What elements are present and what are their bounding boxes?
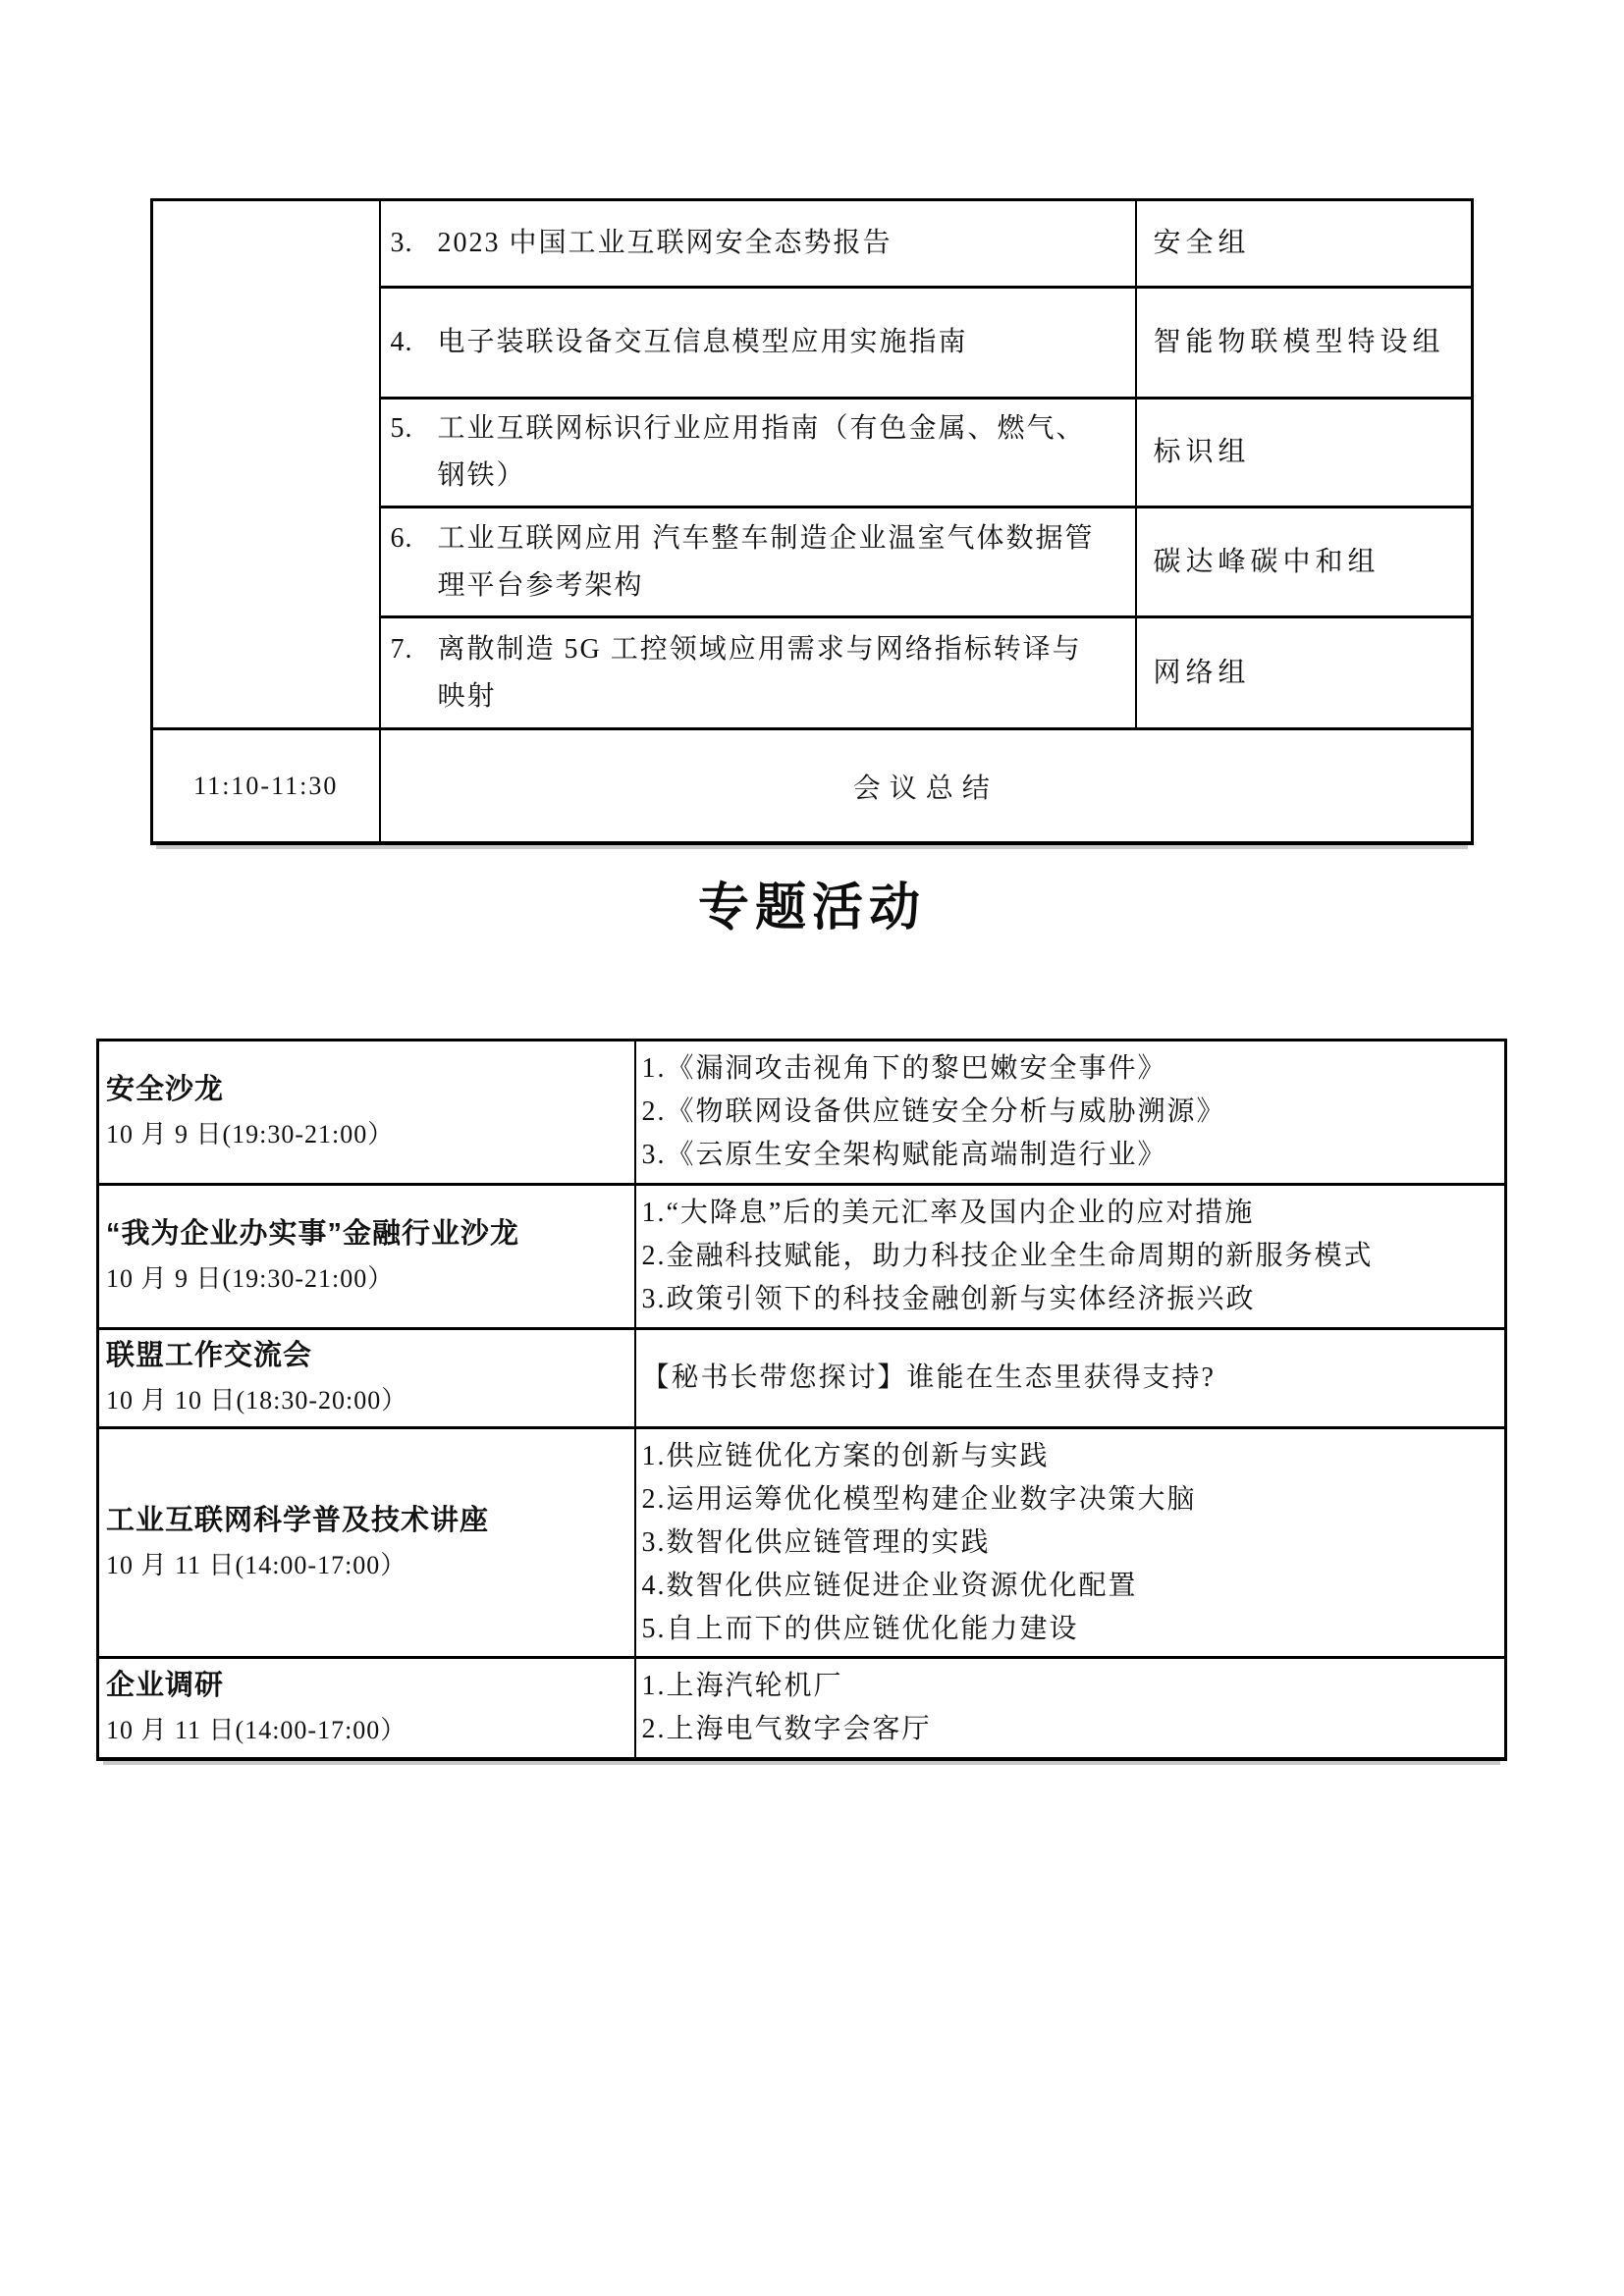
event-item: 【秘书长带您探讨】谁能在生态里获得支持? [641, 1362, 1216, 1393]
agenda-item-title: 工业互联网标识行业应用指南（有色金属、燃气、钢铁） [437, 413, 1086, 491]
agenda-item-group: 智能物联模型特设组 [1136, 288, 1473, 399]
agenda-time-empty-cell [152, 200, 380, 729]
agenda-item-cell [380, 399, 1136, 507]
event-date: 10 月 9 日(19:30-21:00） [106, 1120, 395, 1148]
agenda-item-cell [380, 507, 1136, 617]
agenda-item [391, 405, 1098, 500]
agenda-table [150, 198, 1474, 845]
agenda-item-number: 5. [390, 413, 413, 444]
agenda-summary-label: 会议总结 [380, 729, 1473, 844]
event-items-cell [635, 1041, 1506, 1185]
event-row [98, 1428, 1506, 1658]
agenda-item-group: 碳达峰碳中和组 [1136, 507, 1473, 617]
event-item: 2.金融科技赋能，助力科技企业全生命周期的新服务模式 [641, 1241, 1374, 1271]
event-items-cell [635, 1658, 1506, 1760]
event-item: 2.上海电气数字会客厅 [641, 1714, 932, 1744]
agenda-item-group: 网络组 [1136, 617, 1473, 729]
event-date: 10 月 11 日(14:00-17:00） [106, 1716, 407, 1744]
agenda-item-cell [380, 200, 1136, 288]
event-row [98, 1041, 1506, 1185]
agenda-item-number: 4. [390, 327, 413, 357]
event-info-cell [98, 1185, 635, 1329]
event-date: 10 月 9 日(19:30-21:00） [106, 1264, 395, 1293]
agenda-item-number: 3. [390, 228, 413, 258]
event-item: 5.自上而下的供应链优化能力建设 [641, 1613, 1079, 1644]
events-table [96, 1039, 1507, 1761]
event-item: 3.政策引领下的科技金融创新与实体经济振兴政 [641, 1284, 1256, 1314]
event-date: 10 月 11 日(14:00-17:00） [106, 1550, 407, 1579]
event-item: 2.《物联网设备供应链安全分析与威胁溯源》 [641, 1096, 1226, 1127]
event-items-cell [635, 1428, 1506, 1658]
event-title: 安全沙龙 [106, 1074, 225, 1105]
agenda-item-group: 标识组 [1136, 399, 1473, 507]
section-title: 专题活动 [697, 880, 926, 936]
event-title: 工业互联网科学普及技术讲座 [106, 1504, 490, 1536]
agenda-item-cell [380, 288, 1136, 399]
agenda-item-cell [380, 617, 1136, 729]
event-info-cell [98, 1658, 635, 1760]
agenda-item-title: 2023 中国工业互联网安全态势报告 [437, 228, 893, 258]
event-item: 1.上海汽轮机厂 [641, 1671, 843, 1701]
event-info-cell [98, 1329, 635, 1428]
agenda-item-number: 7. [390, 633, 413, 665]
event-title: 联盟工作交流会 [106, 1340, 313, 1371]
event-row [98, 1329, 1506, 1428]
agenda-item [391, 319, 1098, 366]
event-row [98, 1185, 1506, 1329]
agenda-summary-row [152, 729, 1473, 844]
event-info-cell [98, 1428, 635, 1658]
event-item: 4.数智化供应链促进企业资源优化配置 [641, 1570, 1138, 1601]
agenda-item [391, 220, 1098, 267]
event-item: 2.运用运筹优化模型构建企业数字决策大脑 [641, 1483, 1197, 1515]
agenda-item [391, 626, 1098, 721]
event-info-cell [98, 1041, 635, 1185]
agenda-time-label: 11:10-11:30 [152, 729, 380, 844]
event-date: 10 月 10 日(18:30-20:00） [106, 1386, 408, 1415]
event-title: “我为企业办实事”金融行业沙龙 [106, 1218, 520, 1250]
event-items-cell [635, 1185, 1506, 1329]
agenda-item-number: 6. [390, 522, 413, 554]
event-item: 1.“大降息”后的美元汇率及国内企业的应对措施 [641, 1198, 1255, 1228]
event-items-cell [635, 1329, 1506, 1428]
agenda-item-title: 电子装联设备交互信息模型应用实施指南 [437, 327, 968, 357]
agenda-item-group: 安全组 [1136, 200, 1473, 288]
agenda-item-title: 工业互联网应用 汽车整车制造企业温室气体数据管理平台参考架构 [437, 522, 1095, 601]
event-row [98, 1658, 1506, 1760]
agenda-item-title: 离散制造 5G 工控领域应用需求与网络指标转译与映射 [437, 633, 1082, 712]
event-item: 3.数智化供应链管理的实践 [641, 1526, 991, 1558]
agenda-item [391, 515, 1098, 610]
event-item: 1.供应链优化方案的创新与实践 [641, 1440, 1050, 1471]
event-item: 3.《云原生安全架构赋能高端制造行业》 [641, 1140, 1167, 1170]
event-title: 企业调研 [106, 1670, 225, 1701]
event-item: 1.《漏洞攻击视角下的黎巴嫩安全事件》 [641, 1053, 1167, 1084]
agenda-row [152, 200, 1473, 288]
